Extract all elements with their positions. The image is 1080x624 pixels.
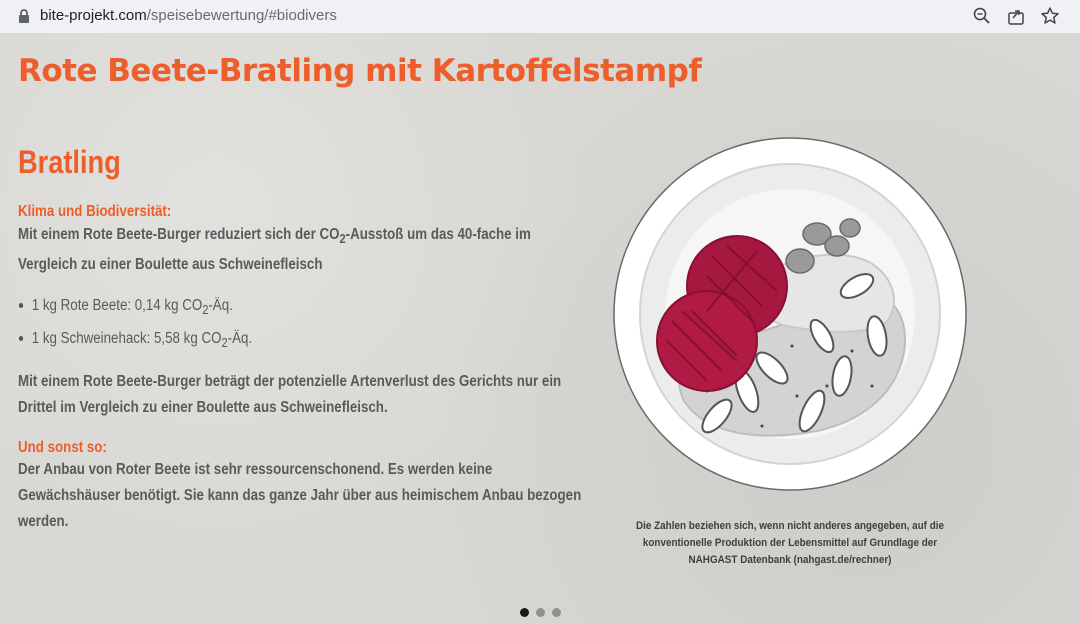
url-path: /speisebewertung/#biodivers bbox=[146, 7, 337, 24]
browser-address-bar bbox=[0, 0, 1080, 33]
footnote-text: Die Zahlen beziehen sich, wenn nicht anderes angegeben, auf die konventionelle Produktion der Lebensmittel auf Grundlage der NAHGAST Datenbank (nahgast.de/rechner) bbox=[635, 520, 945, 566]
carousel-dot[interactable] bbox=[520, 608, 529, 617]
section-title: Bratling bbox=[18, 144, 121, 180]
biodiversity-text: Mit einem Rote Beete-Burger beträgt der potenzielle Artenverlust des Gerichts nur ein Drittel im Vergleich zu einer Boulette aus Schweinefleisch. bbox=[18, 373, 562, 416]
emission-list bbox=[18, 291, 362, 357]
climate-text-part1: Mit einem Rote Beete-Burger reduziert sich der CO bbox=[18, 226, 340, 243]
other-label: Und sonst so: bbox=[18, 439, 107, 456]
dish-illustration bbox=[612, 136, 968, 492]
lock-icon[interactable] bbox=[17, 9, 31, 24]
url-domain: bite-projekt.com bbox=[40, 7, 147, 24]
bookmark-star-icon[interactable] bbox=[1040, 6, 1060, 26]
climate-label: Klima und Biodiversität: bbox=[18, 203, 172, 220]
co2-subscript: 2 bbox=[339, 231, 346, 247]
carousel-dots bbox=[520, 608, 561, 617]
carousel-dot[interactable] bbox=[552, 608, 561, 617]
page-title: Rote Beete-Bratling mit Kartoffelstampf bbox=[18, 53, 702, 89]
list-item: 1 kg Rote Beete: 0,14 kg $CO_2-Äq$. bbox=[18, 291, 362, 324]
climate-text-part2: -Ausstoß um das 40-fache im Vergleich zu einer Boulette aus Schweinefleisch bbox=[18, 226, 531, 274]
share-icon[interactable] bbox=[1006, 6, 1026, 26]
carousel-dot[interactable] bbox=[536, 608, 545, 617]
climate-text bbox=[18, 222, 586, 278]
list-item: 1 kg Schweinehack: 5,58 kg $CO_2-Äq$. bbox=[18, 324, 362, 357]
footnote bbox=[598, 518, 982, 569]
zoom-icon[interactable] bbox=[972, 6, 992, 26]
page-content bbox=[0, 33, 1080, 624]
url-text[interactable] bbox=[40, 7, 337, 24]
other-text: Der Anbau von Roter Beete ist sehr ressourcenschonend. Es werden keine Gewächshäuser benötigt. Sie kann das ganze Jahr über aus heimischem Anbau bezogen werden. bbox=[18, 461, 582, 530]
